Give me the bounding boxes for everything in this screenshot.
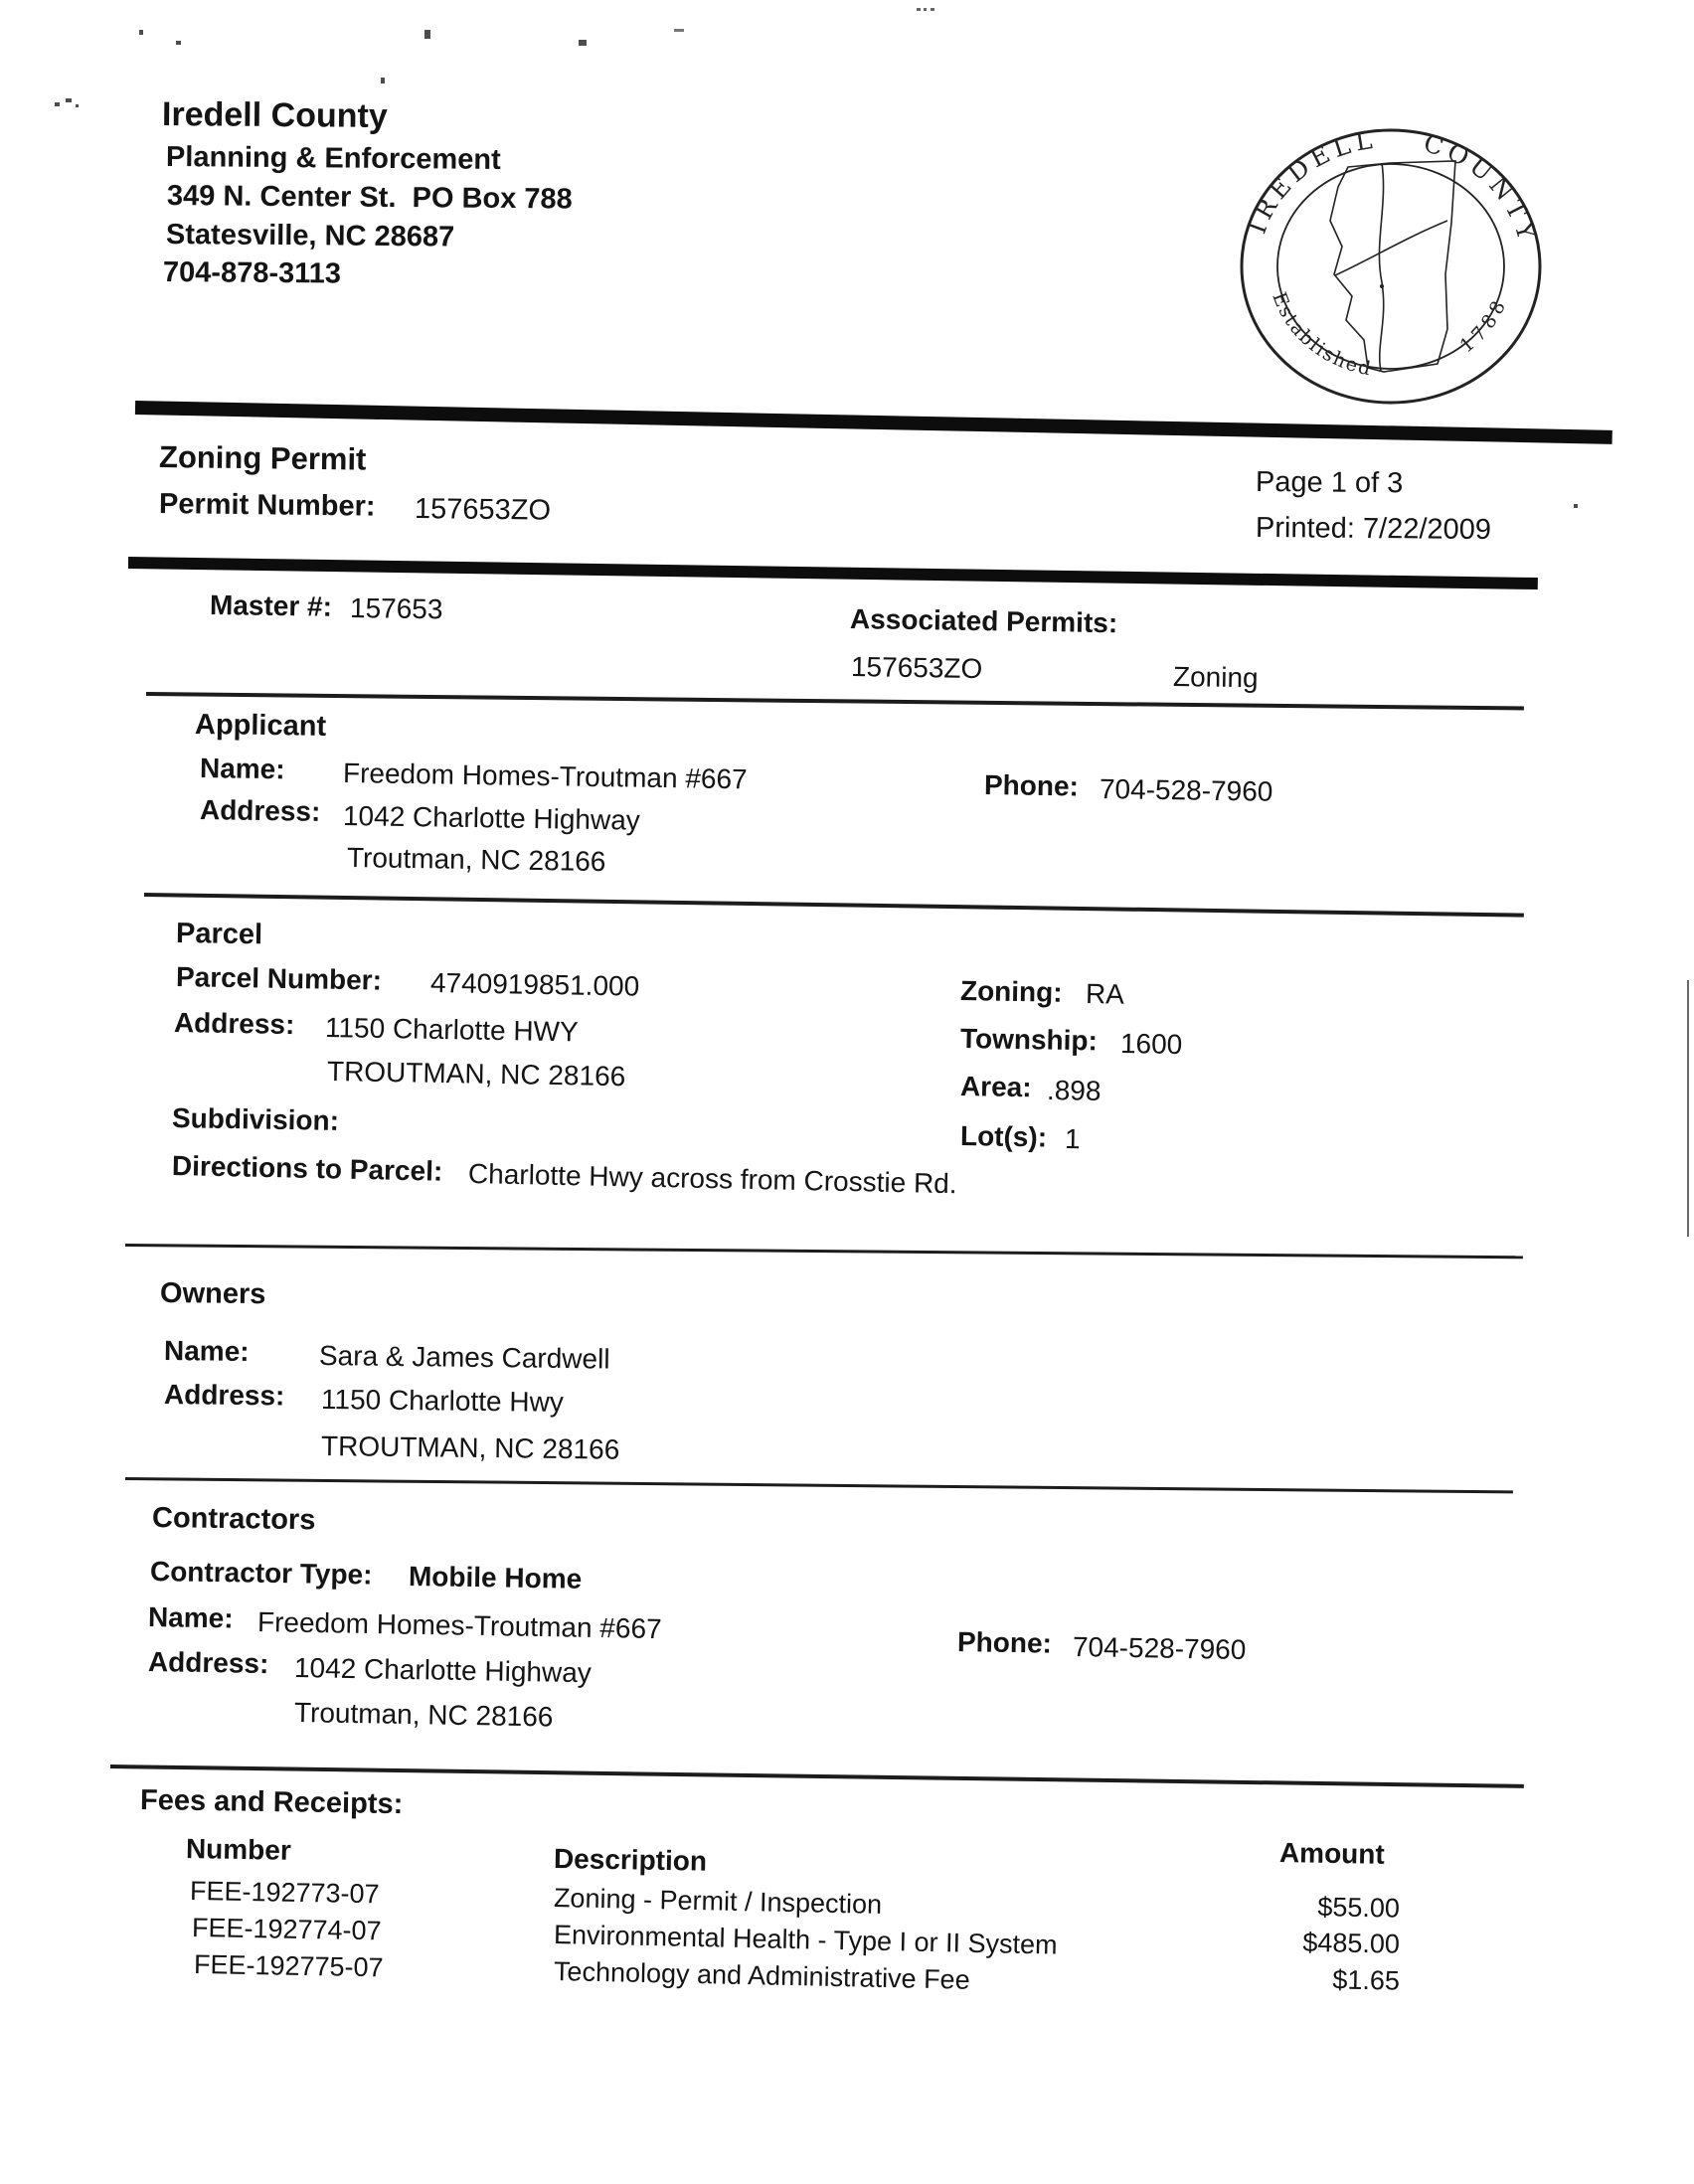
parcel-address-line1: 1150 Charlotte HWY xyxy=(324,1012,579,1048)
seal-map-road-line xyxy=(1335,221,1447,275)
owner-name-value: Sara & James Cardwell xyxy=(318,1340,610,1375)
fees-section-title: Fees and Receipts: xyxy=(139,1784,404,1821)
seal-text-established: Established xyxy=(1268,288,1375,381)
applicant-section-title: Applicant xyxy=(194,709,327,743)
scan-speck xyxy=(55,102,60,106)
fee-row-description: Technology and Administrative Fee xyxy=(553,1956,970,1995)
applicant-phone-label: Phone: xyxy=(983,769,1080,802)
parcel-lots-label: Lot(s): xyxy=(959,1120,1048,1153)
document-title: Zoning Permit xyxy=(158,439,367,477)
scan-speck xyxy=(176,41,181,45)
parcel-zoning-label: Zoning: xyxy=(959,975,1063,1008)
contractor-phone-value: 704-528-7960 xyxy=(1072,1631,1247,1666)
seal-text-county: COUNTY xyxy=(1420,128,1543,249)
contractor-type-label: Contractor Type: xyxy=(149,1556,373,1591)
svg-text:1788 xyxy=(1455,293,1512,357)
applicant-address-label: Address: xyxy=(199,794,321,827)
page-indicator: Page 1 of 3 xyxy=(1255,466,1404,500)
section-divider-applicant xyxy=(146,692,1524,711)
parcel-number-label: Parcel Number: xyxy=(175,961,383,996)
owner-address-line1: 1150 Charlotte Hwy xyxy=(320,1384,565,1418)
applicant-name-label: Name: xyxy=(199,753,285,785)
fees-column-number: Number xyxy=(185,1833,292,1866)
scan-speck xyxy=(424,30,430,39)
street-address: 349 N. Center St. PO Box 788 xyxy=(166,180,573,216)
parcel-subdivision-label: Subdivision: xyxy=(171,1102,340,1136)
contractor-type-value: Mobile Home xyxy=(408,1561,583,1595)
parcel-zoning-value: RA xyxy=(1085,978,1125,1010)
parcel-directions-label: Directions to Parcel: xyxy=(171,1150,443,1187)
seal-county-map xyxy=(1330,161,1455,372)
scan-dotted-mark xyxy=(917,8,934,11)
owner-address-label: Address: xyxy=(163,1379,285,1412)
seal-map-center-dot xyxy=(1380,284,1384,288)
master-number-label: Master #: xyxy=(209,589,333,622)
agency-phone: 704-878-3113 xyxy=(162,256,342,290)
scan-speck xyxy=(579,40,587,46)
master-number-value: 157653 xyxy=(349,592,443,625)
scan-speck xyxy=(381,78,385,84)
parcel-lots-value: 1 xyxy=(1064,1123,1081,1155)
contractor-name-value: Freedom Homes-Troutman #667 xyxy=(256,1606,662,1645)
fee-row-amount: $1.65 xyxy=(1332,1964,1401,1996)
fee-row-number: FEE-192773-07 xyxy=(189,1876,380,1910)
divider-bar-title xyxy=(128,557,1538,589)
permit-number-value: 157653ZO xyxy=(414,493,552,527)
contractor-address-label: Address: xyxy=(147,1646,269,1680)
applicant-name-value: Freedom Homes-Troutman #667 xyxy=(342,757,748,795)
parcel-township-value: 1600 xyxy=(1119,1028,1183,1061)
county-seal xyxy=(1233,125,1549,412)
section-divider-contractors xyxy=(125,1477,1513,1493)
associated-permits-label: Associated Permits: xyxy=(849,603,1118,639)
contractor-name-label: Name: xyxy=(147,1601,234,1634)
parcel-address-line2: TROUTMAN, NC 28166 xyxy=(326,1056,626,1092)
contractor-address-line1: 1042 Charlotte Highway xyxy=(293,1652,593,1689)
contractors-section-title: Contractors xyxy=(151,1502,316,1537)
fee-row-amount: $485.00 xyxy=(1302,1927,1401,1959)
seal-map-river-line xyxy=(1379,163,1383,371)
fee-row-number: FEE-192774-07 xyxy=(191,1913,382,1946)
scan-speck xyxy=(674,29,684,32)
parcel-area-label: Area: xyxy=(959,1071,1032,1103)
owner-name-label: Name: xyxy=(163,1335,250,1368)
city-state-zip: Statesville, NC 28687 xyxy=(165,219,455,253)
fee-row-description: Zoning - Permit / Inspection xyxy=(553,1883,883,1920)
scan-speck xyxy=(66,98,72,102)
fee-row-description: Environmental Health - Type I or II System xyxy=(553,1920,1058,1960)
section-divider-fees xyxy=(110,1764,1524,1788)
fee-row-number: FEE-192775-07 xyxy=(193,1949,384,1983)
owner-address-line2: TROUTMAN, NC 28166 xyxy=(320,1430,620,1465)
section-divider-parcel xyxy=(144,893,1524,918)
applicant-address-line1: 1042 Charlotte Highway xyxy=(342,800,641,836)
svg-text:IREDELL xyxy=(1243,125,1379,238)
applicant-address-line2: Troutman, NC 28166 xyxy=(346,842,606,878)
owners-section-title: Owners xyxy=(159,1277,266,1311)
scan-speck xyxy=(76,104,79,107)
seal-text-year: 1788 xyxy=(1455,293,1513,358)
contractor-address-line2: Troutman, NC 28166 xyxy=(293,1697,554,1733)
permit-number-label: Permit Number: xyxy=(158,488,376,523)
county-name: Iredell County xyxy=(161,95,388,135)
department-name: Planning & Enforcement xyxy=(165,141,501,176)
parcel-directions-value: Charlotte Hwy across from Crosstie Rd. xyxy=(467,1158,957,1200)
printed-date: Printed: 7/22/2009 xyxy=(1255,512,1492,547)
parcel-area-value: .898 xyxy=(1046,1075,1101,1106)
scan-speck xyxy=(139,30,143,35)
svg-text:COUNTY xyxy=(1421,128,1543,248)
fees-column-description: Description xyxy=(553,1843,708,1877)
associated-permit-number: 157653ZO xyxy=(850,651,983,685)
section-divider-owners xyxy=(125,1244,1523,1259)
parcel-number-value: 4740919851.000 xyxy=(429,967,640,1002)
associated-permit-type: Zoning xyxy=(1172,661,1259,694)
scan-speck xyxy=(1574,504,1578,508)
seal-text-iredell: IREDELL xyxy=(1242,125,1380,238)
applicant-phone-value: 704-528-7960 xyxy=(1099,773,1273,807)
fees-column-amount: Amount xyxy=(1278,1837,1386,1870)
fee-row-amount: $55.00 xyxy=(1317,1892,1401,1924)
parcel-address-label: Address: xyxy=(173,1007,295,1041)
parcel-section-title: Parcel xyxy=(175,918,263,951)
scan-edge-artifact xyxy=(1687,980,1689,1237)
contractor-phone-label: Phone: xyxy=(956,1626,1053,1659)
parcel-township-label: Township: xyxy=(959,1023,1099,1057)
